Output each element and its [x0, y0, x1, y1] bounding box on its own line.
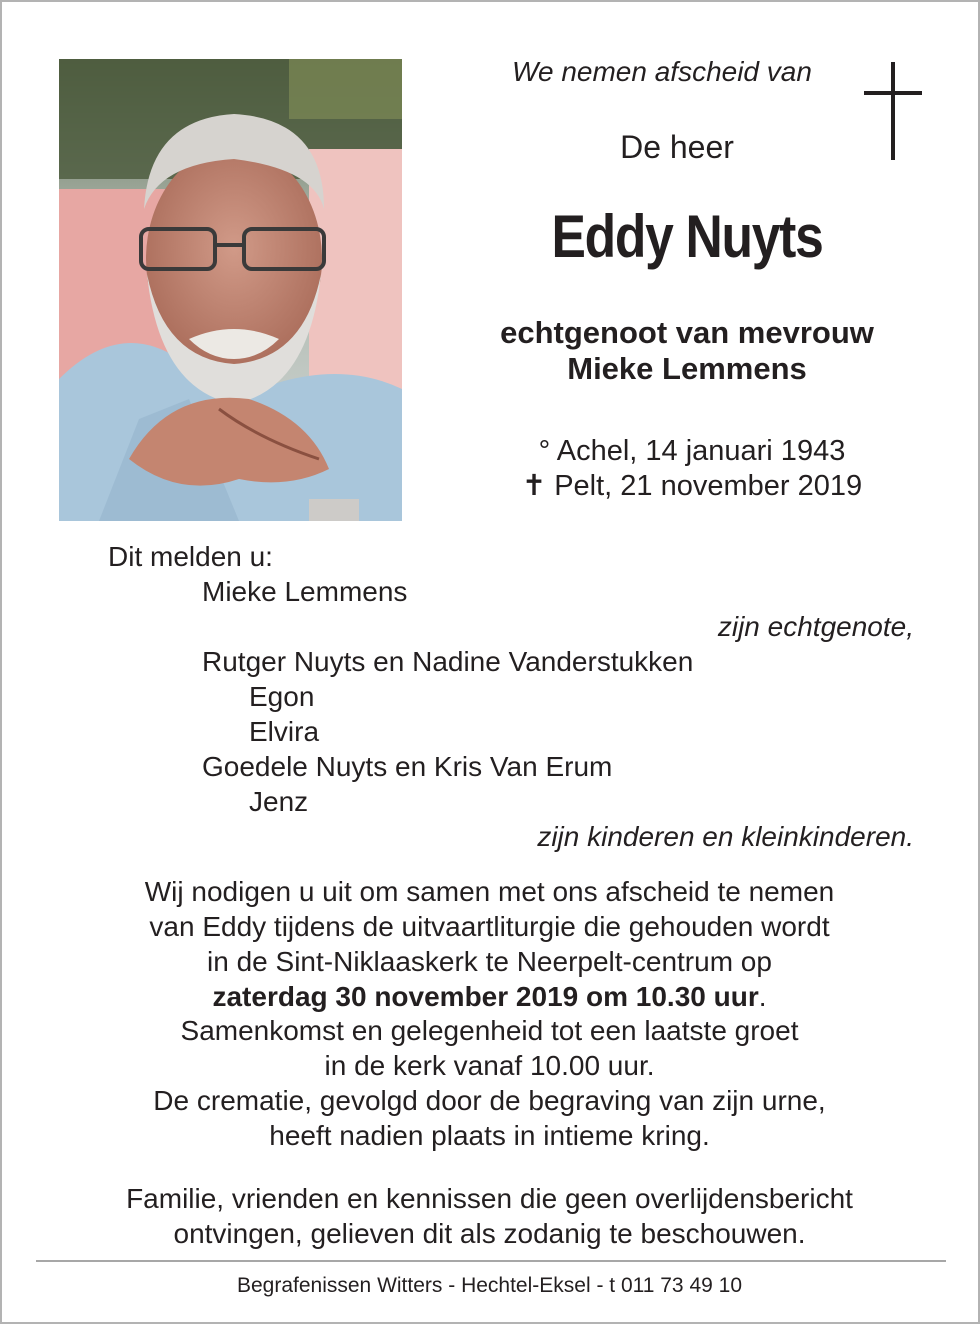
ceremony-line-2: van Eddy tijdens de uitvaartliturgie die gehouden wordt: [149, 910, 830, 942]
ceremony-line-3: in de Sint-Niklaaskerk te Neerpelt-centrum op: [207, 945, 772, 977]
funeral-home-footer: Begrafenissen Witters - Hechtel-Eksel - t 011 73 49 10: [236, 1274, 742, 1297]
closing-line-1: Familie, vrienden en kennissen die geen overlijdensbericht: [126, 1183, 853, 1214]
ceremony-line-6: in de kerk vanaf 10.00 uur.: [324, 1050, 655, 1082]
footer-divider: [36, 1260, 946, 1262]
deceased-name: Eddy Nuyts: [551, 203, 823, 270]
spouse-line-2: Mieke Lemmens: [567, 350, 807, 386]
announcer-spouse: Mieke Lemmens: [202, 576, 408, 607]
announcer-family-1: Rutger Nuyts en Nadine Vanderstukken: [202, 646, 694, 677]
spouse-info: [442, 315, 932, 386]
grandchild-2: Elvira: [249, 716, 320, 747]
ceremony-line-5: Samenkomst en gelegenheid tot een laatste groet: [180, 1015, 799, 1047]
ceremony-date: zaterdag 30 november 2019 om 10.30 uur: [212, 980, 759, 1012]
ceremony-date-line: [42, 980, 937, 1015]
closing-text: [42, 1182, 937, 1252]
intro-text: We nemen afscheid van: [512, 56, 812, 87]
announcer-family-2: Goedele Nuyts en Kris Van Erum: [202, 751, 613, 782]
ceremony-text: [42, 875, 937, 1154]
honorific: De heer: [620, 129, 734, 165]
grandchild-1: Egon: [249, 681, 315, 712]
death-date: ✝ Pelt, 21 november 2019: [521, 470, 863, 503]
grandchild-3: Jenz: [249, 786, 309, 817]
life-dates: [442, 434, 942, 505]
portrait-photo: [59, 59, 402, 521]
ceremony-date-suffix: .: [758, 980, 767, 1012]
ceremony-line-7: De crematie, gevolgd door de begraving van zijn urne,: [153, 1085, 826, 1117]
spouse-line-1: echtgenoot van mevrouw: [500, 315, 874, 350]
ceremony-line-1: Wij nodigen u uit om samen met ons afscheid te nemen: [144, 876, 835, 907]
announcers-heading: Dit melden u:: [108, 541, 273, 572]
closing-line-2: ontvingen, gelieven dit als zodanig te beschouwen.: [173, 1217, 806, 1249]
birth-date: ° Achel, 14 januari 1943: [538, 435, 846, 467]
children-role: zijn kinderen en kleinkinderen.: [537, 821, 914, 852]
ceremony-line-8: heeft nadien plaats in intieme kring.: [269, 1120, 710, 1152]
spouse-role: zijn echtgenote,: [717, 611, 914, 642]
